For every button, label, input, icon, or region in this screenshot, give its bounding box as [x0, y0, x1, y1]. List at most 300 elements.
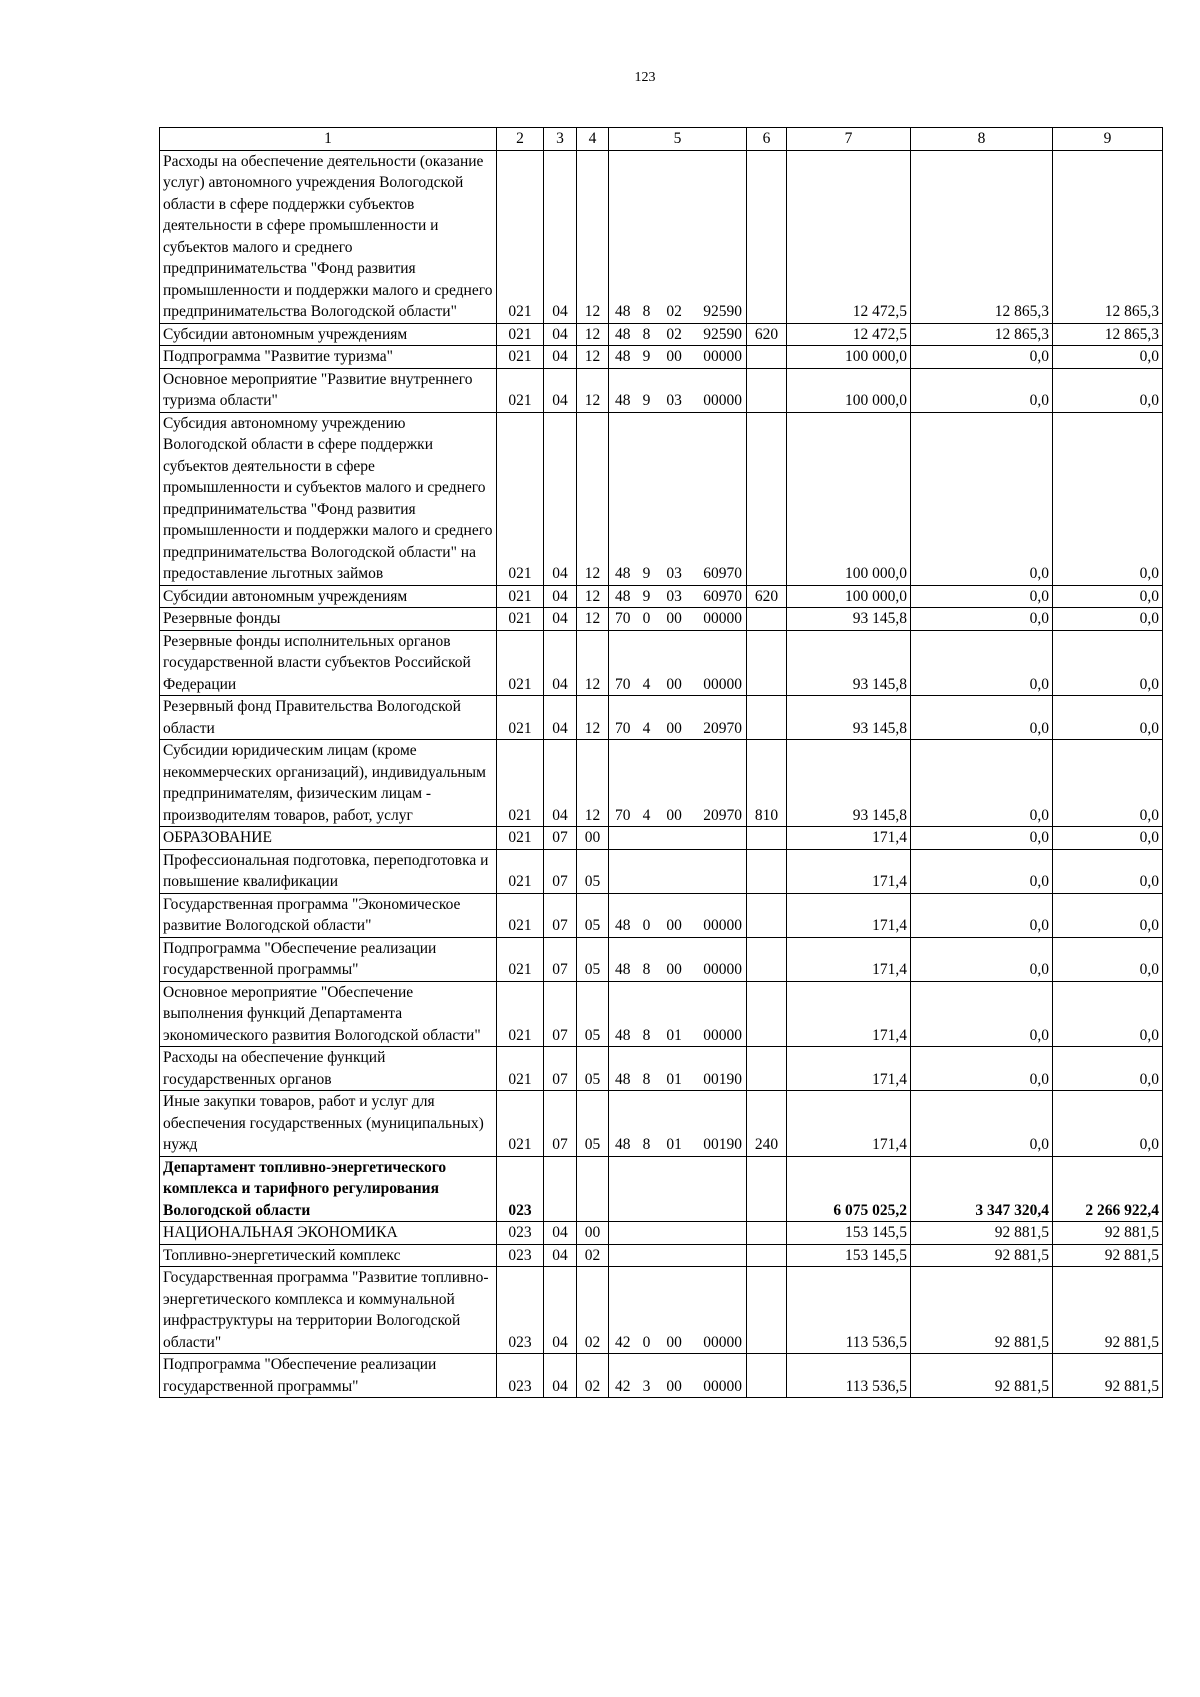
target-article-code: [609, 608, 746, 630]
subsection-code-cell: [577, 1156, 609, 1222]
code-part: 8: [642, 1070, 651, 1088]
row-name-cell: Государственная программа "Развитие топливно-энергетического комплекса и коммунальной инфраструктуры на территории Вологодской области": [160, 1267, 497, 1354]
row-name-cell: Подпрограмма "Обеспечение реализации государственной программы": [160, 1354, 497, 1398]
admin-code-cell: 023: [497, 1244, 544, 1267]
subsection-code-cell: 12: [577, 585, 609, 608]
amount-2020-cell: 171,4: [787, 1091, 911, 1157]
amount-2021-cell: 0,0: [911, 849, 1053, 893]
table-row: [160, 346, 1163, 369]
target-article-code: [609, 301, 746, 323]
code-part: 8: [642, 1136, 651, 1153]
code-part: 00: [666, 806, 682, 824]
admin-code-cell: 023: [497, 1222, 544, 1245]
table-row: [160, 630, 1163, 696]
code-part: 48: [615, 917, 631, 934]
admin-code-cell: 021: [497, 323, 544, 346]
code-part: 00: [666, 675, 682, 693]
header-cell: 2: [497, 128, 544, 151]
table-row: [160, 1156, 1163, 1222]
amount-2022-cell: 0,0: [1053, 893, 1163, 937]
amount-2021-cell: 0,0: [911, 696, 1053, 740]
target-article-cell: [609, 412, 747, 585]
section-code-cell: 04: [544, 150, 577, 323]
code-part: 8: [642, 303, 651, 320]
section-code-cell: 07: [544, 893, 577, 937]
amount-2022-cell: 0,0: [1053, 937, 1163, 981]
row-name-cell: Иные закупки товаров, работ и услуг для обеспечения государственных (муниципальных) нужд: [160, 1091, 497, 1157]
table-row: [160, 696, 1163, 740]
target-article-cell: [609, 849, 747, 893]
table-row: [160, 1267, 1163, 1354]
row-name-cell: Расходы на обеспечение деятельности (оказание услуг) автономного учреждения Вологодской области в сфере поддержки субъектов деятельности в сфере промышленности и субъектов малого и среднего предпринимательства "Фонд развития промышленности и поддержки малого и среднего предпринимательства Вологодской области": [160, 150, 497, 323]
admin-code-cell: 021: [497, 740, 544, 827]
amount-2020-cell: 100 000,0: [787, 412, 911, 585]
code-part: 00: [666, 961, 682, 978]
table-row: [160, 1244, 1163, 1267]
amount-2022-cell: 0,0: [1053, 849, 1163, 893]
subsection-code-cell: 12: [577, 696, 609, 740]
amount-2021-cell: 0,0: [911, 608, 1053, 631]
target-article-cell: [609, 827, 747, 850]
page-number: 123: [634, 70, 656, 85]
amount-2022-cell: 0,0: [1053, 368, 1163, 412]
target-article-cell: [609, 696, 747, 740]
code-part: 03: [666, 392, 682, 409]
target-article-cell: [609, 740, 747, 827]
code-part: 42: [615, 1377, 631, 1395]
row-name-cell: Государственная программа "Экономическое развитие Вологодской области": [160, 893, 497, 937]
code-part: 02: [666, 325, 682, 343]
code-part: 9: [642, 587, 651, 605]
amount-2022-cell: 0,0: [1053, 696, 1163, 740]
amount-2020-cell: 171,4: [787, 827, 911, 850]
code-part: 60970: [703, 565, 742, 582]
amount-2021-cell: 0,0: [911, 1047, 1053, 1091]
amount-2022-cell: 0,0: [1053, 608, 1163, 631]
section-code-cell: 07: [544, 827, 577, 850]
amount-2020-cell: 171,4: [787, 1047, 911, 1091]
amount-2021-cell: 12 865,3: [911, 150, 1053, 323]
admin-code-cell: 023: [497, 1267, 544, 1354]
amount-2020-cell: 6 075 025,2: [787, 1156, 911, 1222]
header-cell: 4: [577, 128, 609, 151]
admin-code-cell: 023: [497, 1156, 544, 1222]
code-part: 48: [615, 348, 631, 365]
target-article-cell: [609, 893, 747, 937]
target-article-code: [609, 1332, 746, 1354]
table-row: [160, 849, 1163, 893]
code-part: 01: [666, 1026, 682, 1044]
code-part: 9: [642, 348, 651, 365]
table-row: [160, 1047, 1163, 1091]
subsection-code-cell: 12: [577, 630, 609, 696]
amount-2021-cell: 3 347 320,4: [911, 1156, 1053, 1222]
admin-code-cell: 021: [497, 981, 544, 1047]
expense-type-cell: 810: [747, 740, 787, 827]
expense-type-cell: [747, 937, 787, 981]
expense-type-cell: 240: [747, 1091, 787, 1157]
row-name-cell: Департамент топливно-энергетического комплекса и тарифного регулирования Вологодской области: [160, 1156, 497, 1222]
code-part: 00000: [703, 610, 742, 627]
target-article-code: [609, 390, 746, 412]
code-part: 70: [615, 806, 631, 824]
amount-2022-cell: 2 266 922,4: [1053, 1156, 1163, 1222]
code-part: 70: [615, 719, 631, 737]
code-part: 00000: [703, 675, 742, 693]
expense-type-cell: [747, 346, 787, 369]
code-part: 01: [666, 1136, 682, 1153]
row-name-cell: Субсидии юридическим лицам (кроме некоммерческих организаций), индивидуальным предпринимателям, физическим лицам - производителям товаров, работ, услуг: [160, 740, 497, 827]
code-part: 48: [615, 961, 631, 978]
table-row: [160, 893, 1163, 937]
expense-type-cell: [747, 1267, 787, 1354]
admin-code-cell: 021: [497, 368, 544, 412]
code-part: 00000: [703, 1333, 742, 1351]
amount-2022-cell: 92 881,5: [1053, 1354, 1163, 1398]
subsection-code-cell: 12: [577, 368, 609, 412]
table-row: [160, 827, 1163, 850]
row-name-cell: Субсидии автономным учреждениям: [160, 585, 497, 608]
code-part: 3: [642, 1377, 651, 1395]
table-row: [160, 1091, 1163, 1157]
amount-2020-cell: 153 145,5: [787, 1222, 911, 1245]
code-part: 01: [666, 1070, 682, 1088]
table-row: [160, 740, 1163, 827]
header-row: [160, 128, 1163, 151]
section-code-cell: 07: [544, 981, 577, 1047]
amount-2022-cell: 92 881,5: [1053, 1222, 1163, 1245]
subsection-code-cell: 05: [577, 1091, 609, 1157]
amount-2021-cell: 92 881,5: [911, 1244, 1053, 1267]
code-part: 48: [615, 392, 631, 409]
code-part: 48: [615, 1070, 631, 1088]
amount-2021-cell: 0,0: [911, 981, 1053, 1047]
row-name-cell: Основное мероприятие "Обеспечение выполнения функций Департамента экономического развития Вологодской области": [160, 981, 497, 1047]
code-part: 03: [666, 587, 682, 605]
target-article-code: [609, 586, 746, 608]
amount-2021-cell: 0,0: [911, 937, 1053, 981]
row-name-cell: Топливно-энергетический комплекс: [160, 1244, 497, 1267]
section-code-cell: 04: [544, 1354, 577, 1398]
expense-type-cell: [747, 827, 787, 850]
amount-2022-cell: 0,0: [1053, 1091, 1163, 1157]
admin-code-cell: 021: [497, 585, 544, 608]
code-part: 92590: [703, 303, 742, 320]
amount-2021-cell: 12 865,3: [911, 323, 1053, 346]
amount-2021-cell: 0,0: [911, 827, 1053, 850]
code-part: 9: [642, 565, 651, 582]
code-part: 00: [666, 348, 682, 365]
section-code-cell: 04: [544, 608, 577, 631]
amount-2022-cell: 0,0: [1053, 827, 1163, 850]
subsection-code-cell: 02: [577, 1267, 609, 1354]
admin-code-cell: 021: [497, 937, 544, 981]
admin-code-cell: 021: [497, 630, 544, 696]
amount-2020-cell: 12 472,5: [787, 150, 911, 323]
target-article-cell: [609, 1244, 747, 1267]
code-part: 00000: [703, 348, 742, 365]
table-row: [160, 1354, 1163, 1398]
header-cell: 1: [160, 128, 497, 151]
row-name-cell: НАЦИОНАЛЬНАЯ ЭКОНОМИКА: [160, 1222, 497, 1245]
amount-2020-cell: 171,4: [787, 893, 911, 937]
subsection-code-cell: 02: [577, 1244, 609, 1267]
code-part: 20970: [703, 719, 742, 737]
subsection-code-cell: 12: [577, 412, 609, 585]
amount-2021-cell: 92 881,5: [911, 1354, 1053, 1398]
expense-type-cell: [747, 1244, 787, 1267]
amount-2022-cell: 0,0: [1053, 585, 1163, 608]
amount-2020-cell: 100 000,0: [787, 585, 911, 608]
code-part: 0: [642, 917, 651, 934]
admin-code-cell: 021: [497, 608, 544, 631]
expense-type-cell: [747, 849, 787, 893]
target-article-cell: [609, 1222, 747, 1245]
expense-type-cell: [747, 981, 787, 1047]
expense-type-cell: [747, 368, 787, 412]
amount-2020-cell: 12 472,5: [787, 323, 911, 346]
expense-type-cell: 620: [747, 585, 787, 608]
target-article-code: [609, 563, 746, 585]
target-article-code: [609, 915, 746, 937]
amount-2021-cell: 92 881,5: [911, 1222, 1053, 1245]
expense-type-cell: 620: [747, 323, 787, 346]
target-article-code: [609, 674, 746, 696]
table-row: [160, 150, 1163, 323]
code-part: 00000: [703, 961, 742, 978]
code-part: 48: [615, 565, 631, 582]
target-article-cell: [609, 585, 747, 608]
section-code-cell: 04: [544, 323, 577, 346]
target-article-code: [609, 718, 746, 740]
amount-2020-cell: 93 145,8: [787, 696, 911, 740]
amount-2022-cell: 0,0: [1053, 1047, 1163, 1091]
amount-2021-cell: 0,0: [911, 346, 1053, 369]
code-part: 00000: [703, 1377, 742, 1395]
code-part: 42: [615, 1333, 631, 1351]
amount-2021-cell: 0,0: [911, 585, 1053, 608]
header-cell: 5: [609, 128, 747, 151]
subsection-code-cell: 05: [577, 937, 609, 981]
table-row: [160, 412, 1163, 585]
admin-code-cell: 021: [497, 412, 544, 585]
amount-2022-cell: 0,0: [1053, 981, 1163, 1047]
header-cell: 8: [911, 128, 1053, 151]
budget-table: [159, 127, 1163, 1398]
target-article-cell: [609, 608, 747, 631]
admin-code-cell: 023: [497, 1354, 544, 1398]
amount-2020-cell: 100 000,0: [787, 368, 911, 412]
expense-type-cell: [747, 608, 787, 631]
row-name-cell: Резервные фонды: [160, 608, 497, 631]
subsection-code-cell: 12: [577, 346, 609, 369]
code-part: 02: [666, 303, 682, 320]
code-part: 00: [666, 1377, 682, 1395]
code-part: 8: [642, 325, 651, 343]
code-part: 48: [615, 1026, 631, 1044]
amount-2021-cell: 0,0: [911, 740, 1053, 827]
code-part: 4: [642, 719, 651, 737]
target-article-code: [609, 324, 746, 346]
subsection-code-cell: 12: [577, 150, 609, 323]
amount-2022-cell: 0,0: [1053, 740, 1163, 827]
section-code-cell: 04: [544, 368, 577, 412]
expense-type-cell: [747, 1047, 787, 1091]
subsection-code-cell: 12: [577, 323, 609, 346]
row-name-cell: Резервный фонд Правительства Вологодской области: [160, 696, 497, 740]
amount-2021-cell: 0,0: [911, 893, 1053, 937]
target-article-cell: [609, 1047, 747, 1091]
amount-2022-cell: 0,0: [1053, 412, 1163, 585]
amount-2021-cell: 0,0: [911, 368, 1053, 412]
target-article-code: [609, 959, 746, 981]
code-part: 70: [615, 675, 631, 693]
admin-code-cell: 021: [497, 1047, 544, 1091]
code-part: 70: [615, 610, 631, 627]
amount-2020-cell: 171,4: [787, 937, 911, 981]
amount-2021-cell: 92 881,5: [911, 1267, 1053, 1354]
expense-type-cell: [747, 696, 787, 740]
expense-type-cell: [747, 1222, 787, 1245]
amount-2022-cell: 12 865,3: [1053, 150, 1163, 323]
amount-2022-cell: 0,0: [1053, 630, 1163, 696]
table-row: [160, 1222, 1163, 1245]
section-code-cell: 07: [544, 849, 577, 893]
amount-2020-cell: 171,4: [787, 981, 911, 1047]
section-code-cell: 07: [544, 937, 577, 981]
amount-2020-cell: 93 145,8: [787, 608, 911, 631]
target-article-code: [609, 346, 746, 368]
code-part: 03: [666, 565, 682, 582]
amount-2020-cell: 100 000,0: [787, 346, 911, 369]
table-row: [160, 368, 1163, 412]
code-part: 4: [642, 675, 651, 693]
subsection-code-cell: 05: [577, 981, 609, 1047]
target-article-code: [609, 1376, 746, 1398]
code-part: 00190: [703, 1070, 742, 1088]
admin-code-cell: 021: [497, 346, 544, 369]
code-part: 20970: [703, 806, 742, 824]
subsection-code-cell: 12: [577, 740, 609, 827]
target-article-cell: [609, 937, 747, 981]
row-name-cell: Основное мероприятие "Развитие внутреннего туризма области": [160, 368, 497, 412]
code-part: 60970: [703, 587, 742, 605]
header-cell: 6: [747, 128, 787, 151]
section-code-cell: 04: [544, 1244, 577, 1267]
target-article-cell: [609, 630, 747, 696]
expense-type-cell: [747, 412, 787, 585]
code-part: 00000: [703, 917, 742, 934]
code-part: 92590: [703, 325, 742, 343]
target-article-cell: [609, 981, 747, 1047]
section-code-cell: 04: [544, 696, 577, 740]
table-row: [160, 608, 1163, 631]
row-name-cell: Подпрограмма "Обеспечение реализации государственной программы": [160, 937, 497, 981]
amount-2020-cell: 113 536,5: [787, 1267, 911, 1354]
code-part: 00: [666, 719, 682, 737]
section-code-cell: [544, 1156, 577, 1222]
code-part: 00000: [703, 1026, 742, 1044]
section-code-cell: 07: [544, 1091, 577, 1157]
code-part: 48: [615, 325, 631, 343]
row-name-cell: Расходы на обеспечение функций государственных органов: [160, 1047, 497, 1091]
admin-code-cell: 021: [497, 696, 544, 740]
admin-code-cell: 021: [497, 150, 544, 323]
row-name-cell: ОБРАЗОВАНИЕ: [160, 827, 497, 850]
admin-code-cell: 021: [497, 1091, 544, 1157]
section-code-cell: 04: [544, 412, 577, 585]
expense-type-cell: [747, 150, 787, 323]
target-article-cell: [609, 323, 747, 346]
admin-code-cell: 021: [497, 849, 544, 893]
target-article-cell: [609, 150, 747, 323]
target-article-code: [609, 1069, 746, 1091]
subsection-code-cell: 05: [577, 849, 609, 893]
amount-2020-cell: 113 536,5: [787, 1354, 911, 1398]
table-body: [160, 128, 1163, 1398]
code-part: 8: [642, 961, 651, 978]
target-article-code: [609, 805, 746, 827]
target-article-code: [609, 1134, 746, 1156]
row-name-cell: Профессиональная подготовка, переподготовка и повышение квалификации: [160, 849, 497, 893]
header-cell: 9: [1053, 128, 1163, 151]
code-part: 0: [642, 610, 651, 627]
amount-2022-cell: 92 881,5: [1053, 1267, 1163, 1354]
header-cell: 7: [787, 128, 911, 151]
section-code-cell: 04: [544, 630, 577, 696]
row-name-cell: Субсидии автономным учреждениям: [160, 323, 497, 346]
target-article-cell: [609, 1267, 747, 1354]
amount-2021-cell: 0,0: [911, 412, 1053, 585]
code-part: 8: [642, 1026, 651, 1044]
expense-type-cell: [747, 1354, 787, 1398]
code-part: 00: [666, 1333, 682, 1351]
row-name-cell: Резервные фонды исполнительных органов государственной власти субъектов Российской Федерации: [160, 630, 497, 696]
expense-type-cell: [747, 893, 787, 937]
code-part: 00190: [703, 1136, 742, 1153]
expense-type-cell: [747, 630, 787, 696]
table-row: [160, 585, 1163, 608]
target-article-cell: [609, 1091, 747, 1157]
expense-type-cell: [747, 1156, 787, 1222]
table-row: [160, 981, 1163, 1047]
section-code-cell: 04: [544, 1222, 577, 1245]
code-part: 00: [666, 917, 682, 934]
section-code-cell: 04: [544, 1267, 577, 1354]
amount-2020-cell: 93 145,8: [787, 630, 911, 696]
target-article-cell: [609, 346, 747, 369]
amount-2020-cell: 93 145,8: [787, 740, 911, 827]
amount-2021-cell: 0,0: [911, 630, 1053, 696]
amount-2022-cell: 0,0: [1053, 346, 1163, 369]
amount-2021-cell: 0,0: [911, 1091, 1053, 1157]
code-part: 48: [615, 303, 631, 320]
subsection-code-cell: 12: [577, 608, 609, 631]
target-article-cell: [609, 368, 747, 412]
header-cell: 3: [544, 128, 577, 151]
admin-code-cell: 021: [497, 893, 544, 937]
code-part: 00: [666, 610, 682, 627]
row-name-cell: Субсидия автономному учреждению Вологодской области в сфере поддержки субъектов деятельности в сфере промышленности и субъектов малого и среднего предпринимательства "Фонд развития промышленности и поддержки малого и среднего предпринимательства Вологодской области" на предоставление льготных займов: [160, 412, 497, 585]
code-part: 48: [615, 587, 631, 605]
subsection-code-cell: 00: [577, 827, 609, 850]
section-code-cell: 04: [544, 740, 577, 827]
subsection-code-cell: 02: [577, 1354, 609, 1398]
code-part: 00000: [703, 392, 742, 409]
code-part: 0: [642, 1333, 651, 1351]
target-article-code: [609, 1025, 746, 1047]
subsection-code-cell: 00: [577, 1222, 609, 1245]
